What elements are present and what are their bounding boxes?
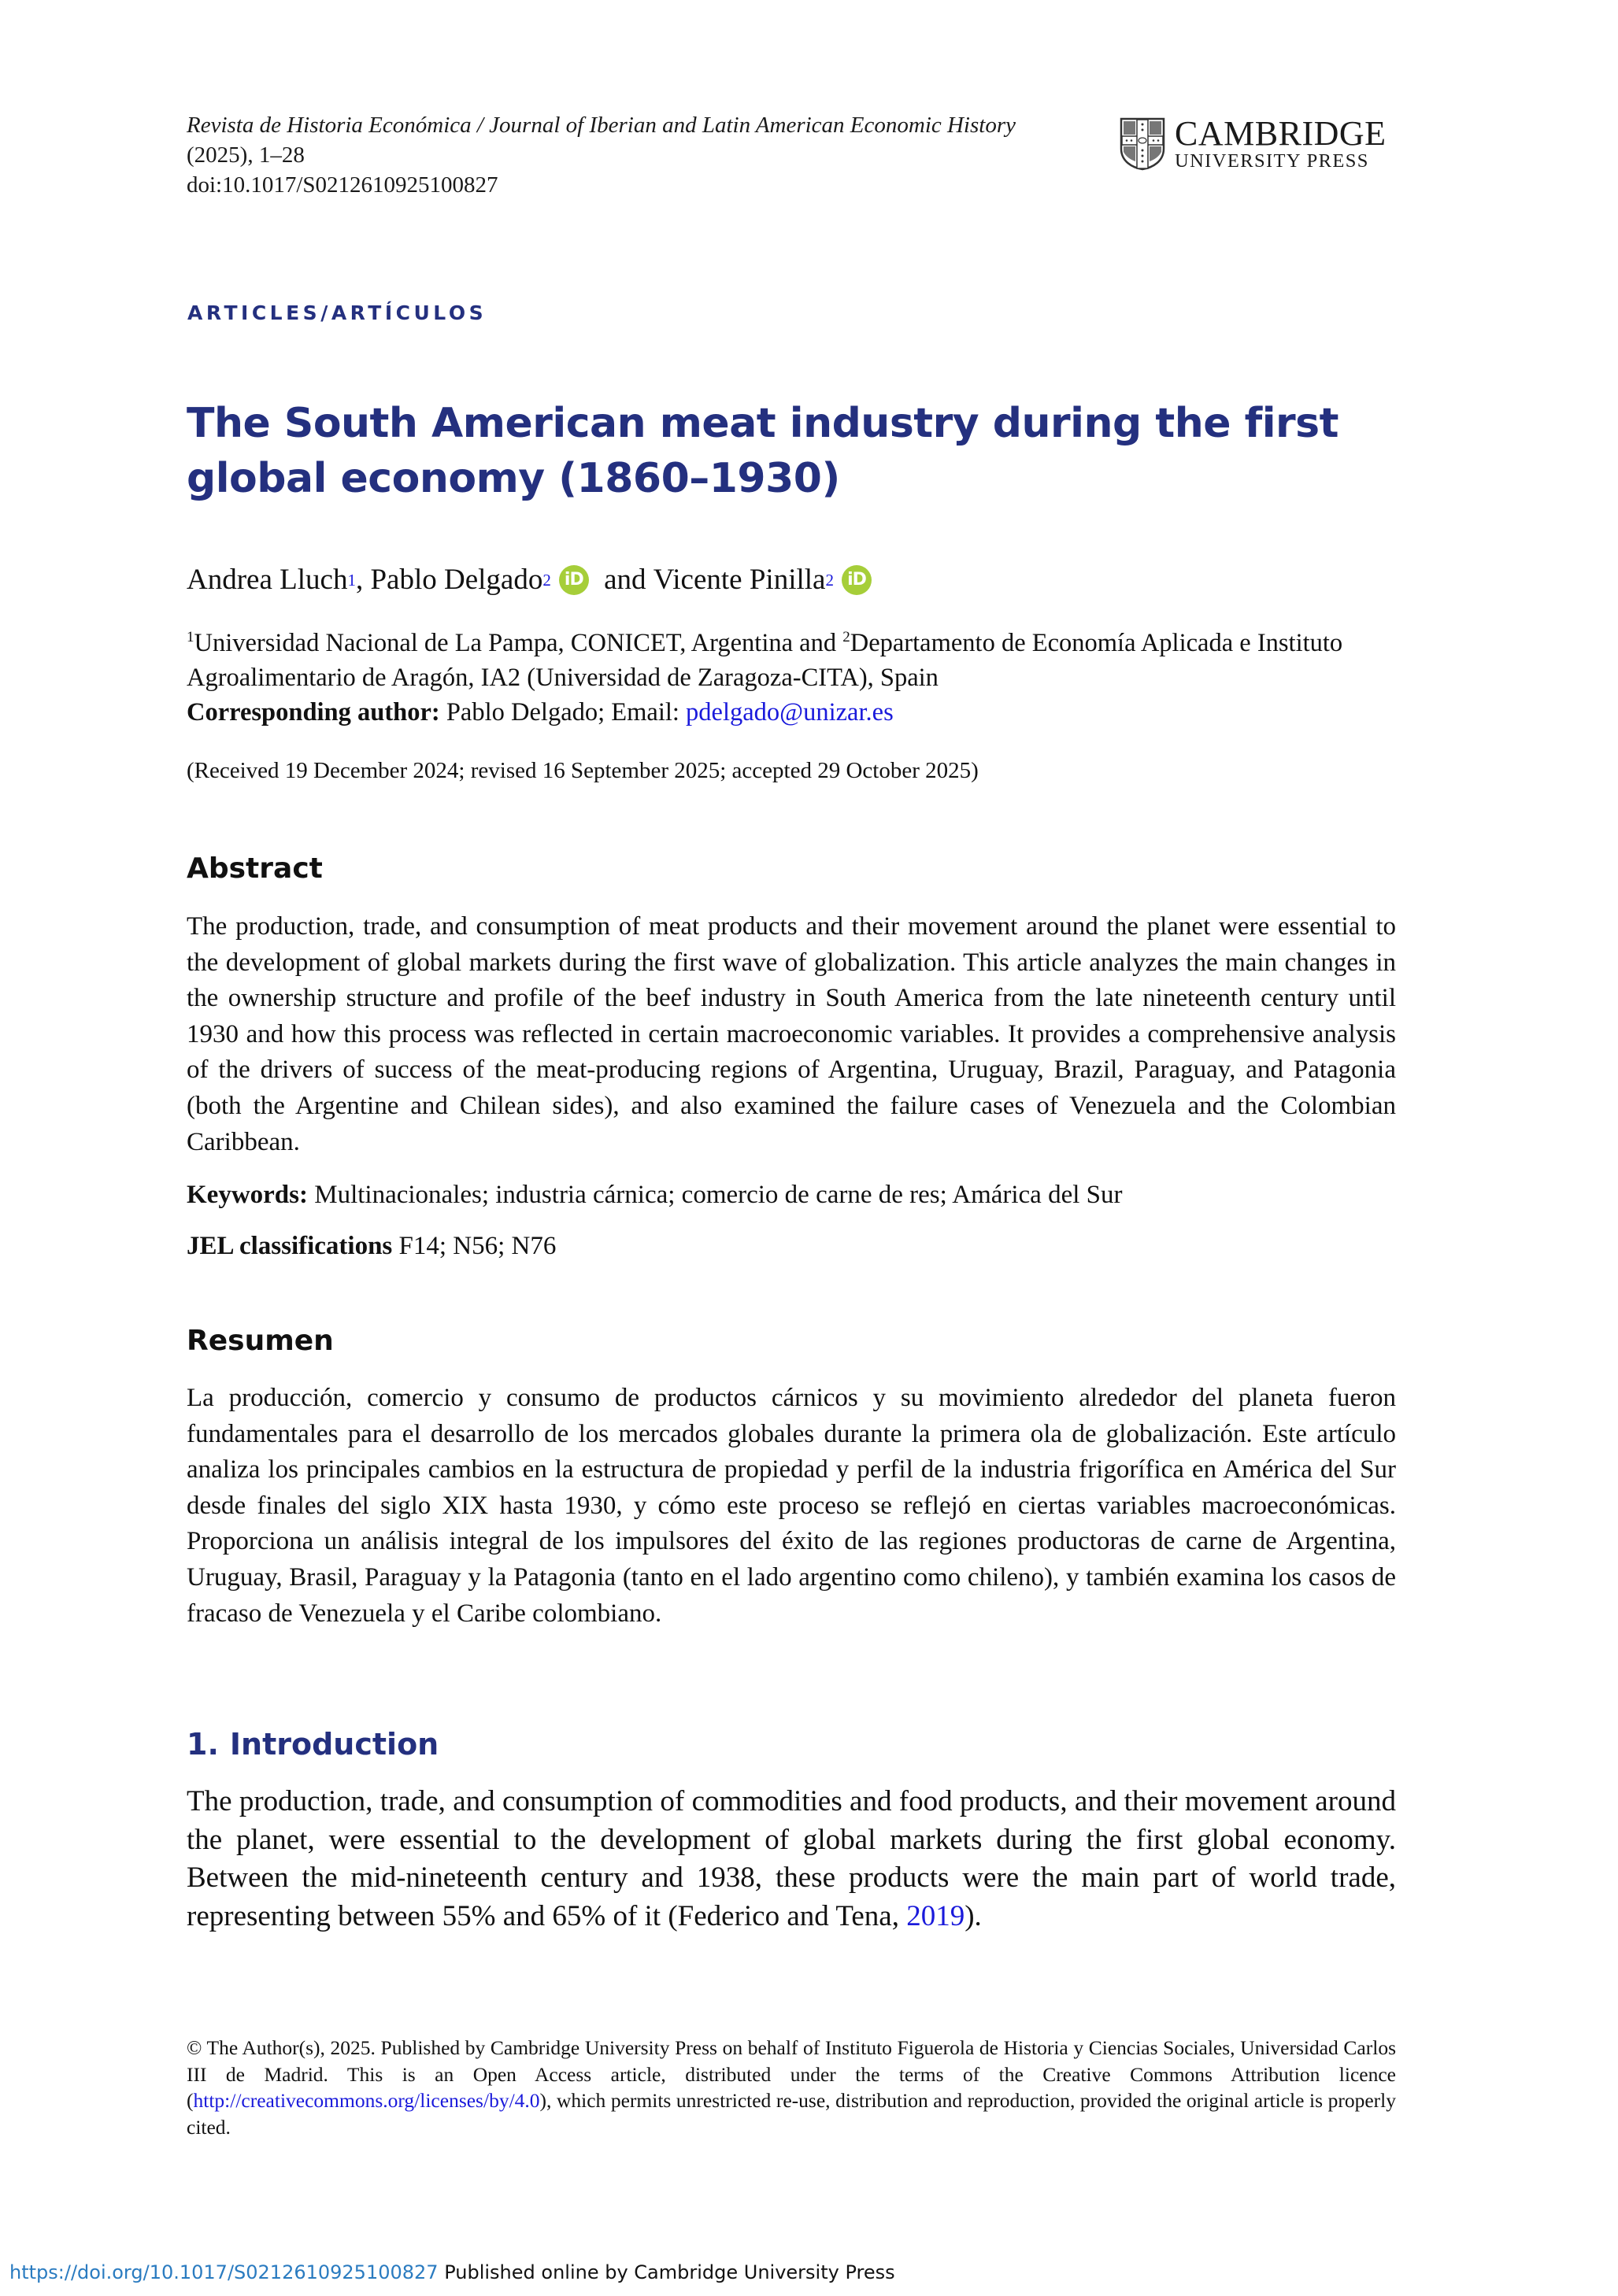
logo-line-1: CAMBRIDGE: [1175, 114, 1387, 153]
affiliation-2: Departamento de Economía Aplicada e Instituto Agroalimentario de Aragón, IA2 (Universidad de Zaragoza-CITA), Spain: [187, 629, 1343, 692]
affiliation-mark-1: 1: [187, 629, 194, 645]
intro-text-part: The production, trade, and consumption of commodities and food products, and their movement around the planet, were essential to the development of global markets during the first global economy. Between the mid-nineteenth century and 1938, these products were the main part of world trade, representing between 55% and 65% of it (Federico and Tena,: [187, 1785, 1396, 1932]
keywords-text: Multinacionales; industria cárnica; comercio de carne de res; Amárica del Sur: [307, 1181, 1123, 1209]
affiliation-1: Universidad Nacional de La Pampa, CONICET, Argentina and: [194, 629, 843, 657]
resumen-text: La producción, comercio y consumo de productos cárnicos y su movimiento alrededor del planeta fueron fundamentales para el desarrollo de los mercados globales durante la primera ola de globalización. Este artículo analiza los principales cambios en la estructura de propiedad y perfil de la industria frigorífica en América del Sur desde finales del siglo XIX hasta 1930, y cómo este proceso se reflejó en ciertas variables macroeconómicas. Proporciona un análisis integral de los impulsores del éxito de las regiones productoras de carne de Argentina, Uruguay, Brasil, Paraguay y la Patagonia (tanto en el lado argentino como chileno), y también examina los casos de fracaso de Venezuela y el Caribe colombiano.: [187, 1384, 1396, 1628]
jel-text: F14; N56; N76: [392, 1232, 557, 1260]
jel-classifications: [187, 1229, 556, 1263]
keywords: [187, 1178, 1123, 1212]
doi-text: doi:10.1017/S0212610925100827: [187, 172, 498, 198]
keywords-label: Keywords:: [187, 1181, 308, 1209]
orcid-icon[interactable]: iD: [842, 565, 872, 595]
page-footer: [9, 2261, 895, 2283]
author-separator: ,: [355, 564, 371, 596]
author-separator: and: [596, 564, 653, 596]
license-notice: [187, 2035, 1396, 2140]
section-number: 1.: [187, 1727, 219, 1762]
introduction-text: [187, 1783, 1396, 1936]
section-title: Introduction: [229, 1727, 439, 1762]
cambridge-shield-icon: [1120, 117, 1165, 171]
citation-link[interactable]: 2019: [906, 1899, 965, 1932]
orcid-icon[interactable]: iD: [559, 565, 589, 595]
corresponding-author-text: Pablo Delgado; Email:: [439, 698, 687, 727]
section-label: ARTICLES/ARTÍCULOS: [187, 301, 487, 324]
volume-pages: (2025), 1–28: [187, 142, 305, 168]
journal-title: Revista de Historia Económica / Journal of Iberian and Latin American Economic History: [187, 113, 1016, 138]
intro-text-part: ).: [965, 1899, 982, 1932]
affiliations: [187, 626, 1415, 730]
author-list: Andrea Lluch 1 , Pablo Delgado 2 iD and Vicente Pinilla 2 iD: [187, 560, 879, 600]
publication-dates: (Received 19 December 2024; revised 16 September 2025; accepted 29 October 2025): [187, 758, 979, 783]
resumen-heading: Resumen: [187, 1325, 334, 1357]
license-text: ), which permits unrestricted re-use, distribution and reproduction, provided the original article is properly cited.: [187, 2089, 1396, 2139]
article-title: The South American meat industry during the first global economy (1860–1930): [187, 400, 1338, 502]
author-name[interactable]: Andrea Lluch: [187, 564, 348, 596]
journal-header: [187, 110, 1092, 200]
doi-link[interactable]: https://doi.org/10.1017/S0212610925100827: [9, 2261, 439, 2283]
introduction-heading: [187, 1727, 439, 1762]
author-name[interactable]: Pablo Delgado: [370, 564, 543, 596]
email-link[interactable]: pdelgado@unizar.es: [686, 698, 894, 727]
abstract-text: The production, trade, and consumption of meat products and their movement around the planet were essential to the development of global markets during the first wave of globalization. This article analyzes the main changes in the ownership structure and profile of the beef industry in South America from the late nineteenth century until 1930 and how this process was reflected in certain macroeconomic variables. It provides a comprehensive analysis of the drivers of success of the meat-producing regions of Argentina, Uruguay, Brazil, Paraguay, and Patagonia (both the Argentine and Chilean sides), and also examined the failure cases of Venezuela and the Colombian Caribbean.: [187, 912, 1396, 1156]
abstract-heading: Abstract: [187, 852, 323, 885]
license-link[interactable]: http://creativecommons.org/licenses/by/4.0: [193, 2089, 540, 2112]
jel-label: JEL classifications: [187, 1232, 393, 1260]
license-text: © The Author(s), 2025. Published by Cambridge University Press on behalf of Instituto Figuerola de Historia y Ciencias Sociales, Universidad Carlos III de Madrid. This is an Open Access article, distributed under the terms of the Creative Commons Attribution licence (: [187, 2036, 1396, 2112]
affiliation-mark-2: 2: [842, 629, 850, 645]
author-name[interactable]: Vicente Pinilla: [653, 564, 826, 596]
publisher-logo: [1120, 116, 1387, 172]
footer-text: Published online by Cambridge University Press: [438, 2261, 895, 2283]
logo-line-2: UNIVERSITY PRESS: [1175, 150, 1369, 172]
corresponding-author-label: Corresponding author:: [187, 698, 440, 727]
